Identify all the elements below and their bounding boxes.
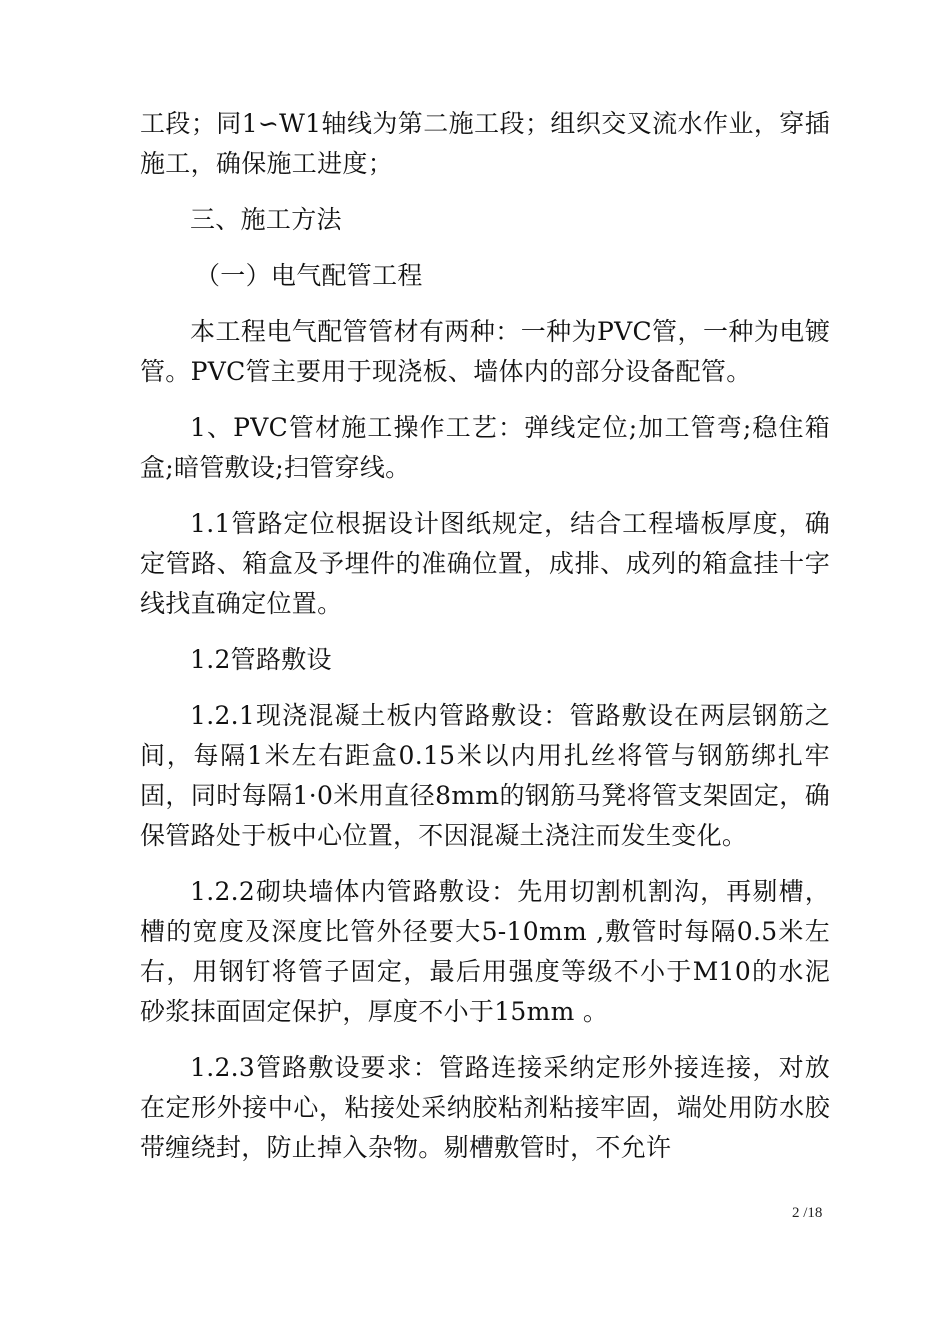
paragraph-1-2-3: 1.2.3管路敷设要求：管路连接采纳定形外接连接，对放在定形外接中心，粘接处采纳胶粘剂粘接牢固，端处用防水胶带缠绕封，防止掉入杂物。剔槽敷管时，不允许 <box>140 1053 830 1162</box>
paragraph-continuation: 工段；同1∽W1轴线为第二施工段；组织交叉流水作业，穿插施工，确保施工进度； <box>140 109 830 178</box>
paragraph-process: 1、PVC管材施工操作工艺：弹线定位;加工管弯;稳住箱盒;暗管敷设;扫管穿线。 <box>140 413 830 482</box>
paragraph-1-2-2: 1.2.2砌块墙体内管路敷设：先用切割机割沟，再剔槽，槽的宽度及深度比管外径要大5-10mm ,敷管时每隔0.5米左右，用钢钉将管子固定，最后用强度等级不小于M10的水泥砂浆抹面固定保护，厚度不小于15mm 。 <box>140 877 830 1026</box>
document-body <box>140 104 830 1168</box>
page-number: 2 /18 <box>792 1205 823 1221</box>
paragraph-1-2: 1.2管路敷设 <box>190 645 332 674</box>
paragraph-1-1: 1.1管路定位根据设计图纸规定，结合工程墙板厚度，确定管路、箱盒及予埋件的准确位置，成排、成列的箱盒挂十字线找直确定位置。 <box>140 509 830 618</box>
section-heading: 三、施工方法 <box>190 205 342 234</box>
paragraph-1-2-1: 1.2.1现浇混凝土板内管路敷设：管路敷设在两层钢筋之间，每隔1米左右距盒0.15米以内用扎丝将管与钢筋绑扎牢固，同时每隔1·0米用直径8mm的钢筋马凳将管支架固定，确保管路处于板中心位置，不因混凝土浇注而发生变化。 <box>140 701 830 850</box>
subsection-heading: （一）电气配管工程 <box>195 261 423 290</box>
paragraph-materials: 本工程电气配管管材有两种：一种为PVC管，一种为电镀管。PVC管主要用于现浇板、墙体内的部分设备配管。 <box>140 317 830 386</box>
